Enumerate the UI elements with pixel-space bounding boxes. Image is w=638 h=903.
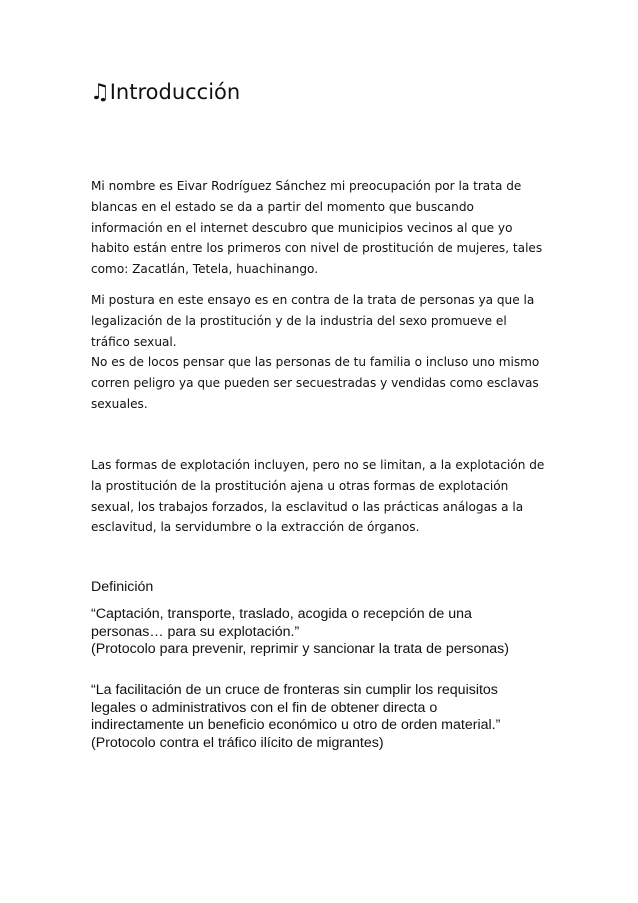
definition-heading: Definición	[91, 579, 154, 595]
definition-quote-smuggling	[91, 682, 581, 752]
text-line: sexual, los trabajos forzados, la esclavitud o las prácticas análogas a la	[91, 499, 524, 514]
text-line: No es de locos pensar que las personas de tu familia o incluso uno mismo	[91, 355, 540, 370]
music-note-icon: ♫	[90, 80, 110, 105]
text-line: blancas en el estado se da a partir del momento que buscando	[91, 199, 474, 214]
text-line: (Protocolo para prevenir, reprimir y sancionar la trata de personas)	[91, 641, 509, 658]
text-line: habito están entre los primeros con nivel de prostitución de mujeres, tales	[91, 241, 543, 256]
page-title	[90, 80, 240, 105]
text-line: tráfico sexual.	[91, 334, 177, 349]
text-line: información en el internet descubro que municipios vecinos al que yo	[91, 220, 513, 235]
paragraph-intro	[91, 176, 561, 280]
text-line: sexuales.	[91, 396, 148, 411]
text-line: legales o administrativos con el fin de obtener directa o	[91, 699, 438, 716]
text-line: indirectamente un beneficio económico u otro de orden material.”	[91, 717, 501, 734]
text-line: personas… para su explotación.”	[91, 623, 300, 640]
text-line: Mi nombre es Eivar Rodríguez Sánchez mi preocupación por la trata de	[91, 179, 522, 193]
paragraph-stance	[91, 290, 561, 415]
paragraph-exploitation	[91, 455, 561, 538]
page-title-text: Introducción	[109, 80, 241, 104]
text-line: corren peligro ya que pueden ser secuestradas y vendidas como esclavas	[91, 376, 539, 391]
text-line: como: Zacatlán, Tetela, huachinango.	[91, 262, 319, 277]
text-line: (Protocolo contra el tráfico ilícito de migrantes)	[91, 734, 384, 751]
text-line: “Captación, transporte, traslado, acogida o recepción de una	[91, 606, 472, 622]
text-line: legalización de la prostitución y de la industria del sexo promueve el	[91, 313, 507, 328]
text-line: esclavitud, la servidumbre o la extracción de órganos.	[91, 520, 420, 535]
text-line: la prostitución de la prostitución ajena u otras formas de explotación	[91, 478, 509, 493]
definition-quote-trafficking	[91, 606, 581, 659]
text-line: Las formas de explotación incluyen, pero no se limitan, a la explotación de	[91, 458, 545, 472]
text-line: “La facilitación de un cruce de fronteras sin cumplir los requisitos	[91, 682, 498, 698]
text-line: Mi postura en este ensayo es en contra de la trata de personas ya que la	[91, 293, 535, 307]
